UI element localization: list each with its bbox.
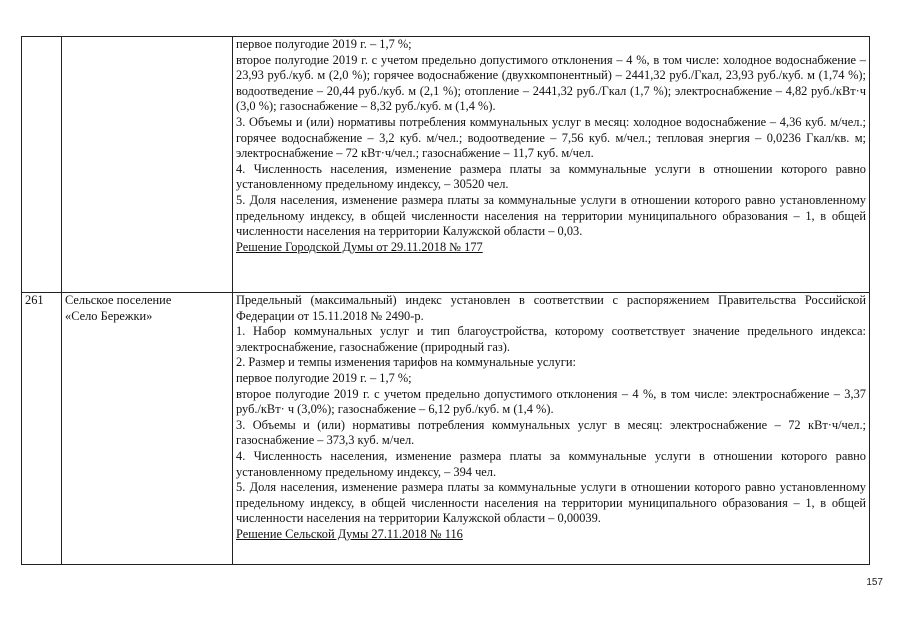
paragraph: 4. Численность населения, изменение размера платы за коммунальные услуги в отношении которого равно установленному предельному индексу, – 30520 чел. (236, 161, 866, 192)
municipality-name-line: Сельское поселение (65, 293, 172, 307)
table-row (22, 293, 870, 565)
paragraph: второе полугодие 2019 г. с учетом предельно допустимого отклонения – 4 %, в том числе: холодное водоснабжение – 23,93 руб./куб. м (2,0 %); горячее водоснабжение (двухкомпонентный) – 2441,32 руб./Гкал, 23,93 руб./куб. м (1,74 %); водоотведение – 20,44 руб./куб. м (2,1 %); отопление – 2441,32 руб./Гкал (1,7 %); электроснабжение – 4,82 руб./кВт·ч (3,0 %); газоснабжение – 8,32 руб./куб. м (1,4 %). (236, 52, 866, 114)
paragraph: первое полугодие 2019 г. – 1,7 %; (236, 370, 412, 385)
municipality-name (62, 37, 233, 293)
table-row (22, 37, 870, 293)
index-description (233, 37, 870, 293)
paragraph: 1. Набор коммунальных услуг и тип благоустройства, которому соответствует значение предельного индекса: электроснабжение, газоснабжение (природный газ). (236, 324, 866, 354)
municipality-name-line: «Село Бережки» (65, 308, 153, 323)
row-number (22, 37, 62, 293)
decision-reference: Решение Сельской Думы 27.11.2018 № 116 (236, 526, 463, 541)
row-number: 261 (22, 293, 62, 565)
paragraph: Предельный (максимальный) индекс установлен в соответствии с распоряжением Правительства Российской Федерации от 15.11.2018 № 2490-р. (236, 293, 866, 323)
paragraph: 3. Объемы и (или) нормативы потребления коммунальных услуг в месяц: электроснабжение – 72 кВт·ч/чел.; газоснабжение – 373,3 куб. м/чел. (236, 417, 866, 448)
decision-reference: Решение Городской Думы от 29.11.2018 № 177 (236, 239, 483, 254)
paragraph: 5. Доля населения, изменение размера платы за коммунальные услуги в отношении которого равно установленному предельному индексу, в общей численности населения на территории муниципального образования – 1, в общей численности населения на территории Калужской области – 0,00039. (236, 480, 866, 526)
index-description (233, 293, 870, 565)
paragraph: 3. Объемы и (или) нормативы потребления коммунальных услуг в месяц: холодное водоснабжение – 4,36 куб. м/чел.; горячее водоснабжение – 3,2 куб. м/чел.; водоотведение – 7,56 куб. м/чел.; тепловая энергия – 0,0236 Гкал/кв. м; электроснабжение – 72 кВт·ч/чел.; газоснабжение – 11,7 куб. м/чел. (236, 114, 866, 161)
paragraph: 2. Размер и темпы изменения тарифов на коммунальные услуги: (236, 355, 576, 370)
paragraph: 5. Доля населения, изменение размера платы за коммунальные услуги в отношении которого равно установленному предельному индексу, в общей численности населения на территории муниципального образования – 1, в общей численности населения на территории Калужской области – 0,03. (236, 192, 866, 239)
municipality-name (62, 293, 233, 565)
paragraph: второе полугодие 2019 г. с учетом предельно допустимого отклонения – 4 %, в том числе: электроснабжение – 3,37 руб./кВт· ч (3,0%); газоснабжение – 6,12 руб./куб. м (1,4 %). (236, 386, 866, 417)
tariff-table (21, 36, 870, 565)
paragraph: 4. Численность населения, изменение размера платы за коммунальные услуги в отношении которого равно установленному предельному индексу, – 394 чел. (236, 448, 866, 479)
paragraph: первое полугодие 2019 г. – 1,7 %; (236, 37, 412, 51)
page-number: 157 (866, 577, 883, 588)
